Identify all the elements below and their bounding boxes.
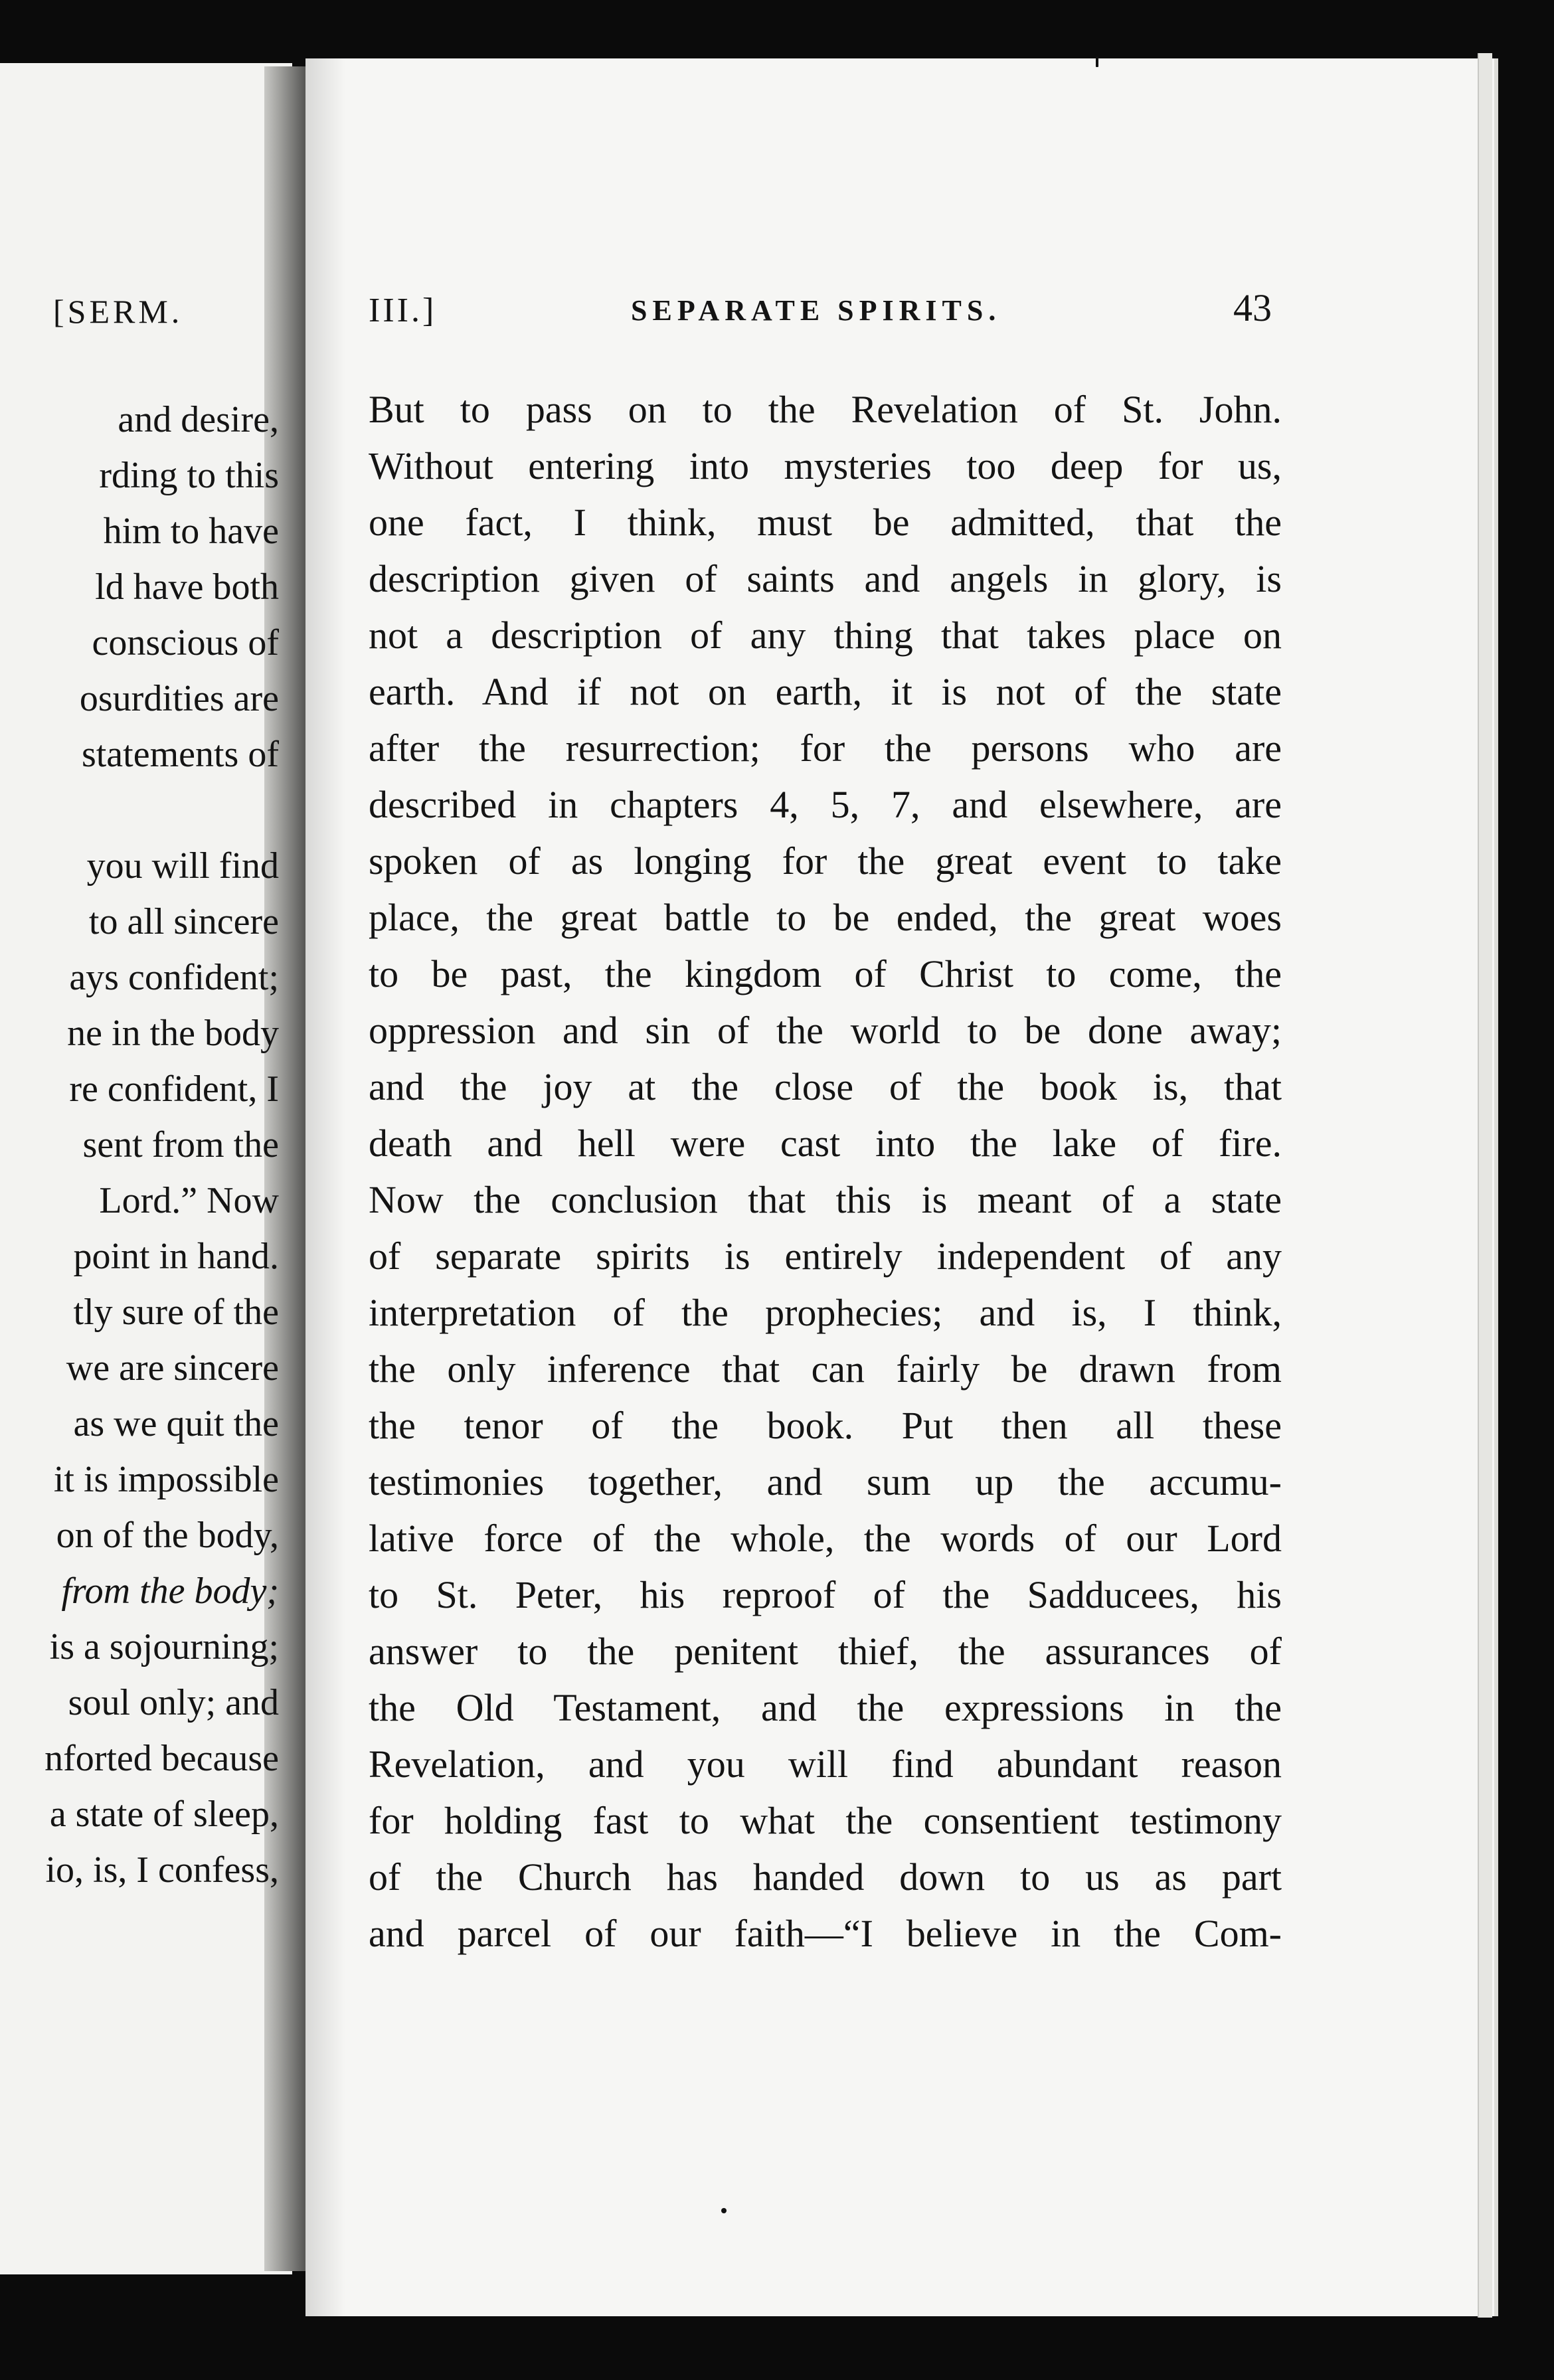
left-line: nforted because xyxy=(44,1738,279,1779)
body-text xyxy=(369,381,1282,1962)
text-line: for holding fast to what the consentient testimony xyxy=(369,1799,1282,1842)
text-line: the only inference that can fairly be drawn from xyxy=(369,1347,1282,1391)
text-line: testimonies together, and sum up the accumu- xyxy=(369,1460,1282,1503)
page-title: SEPARATE SPIRITS. xyxy=(631,294,1001,327)
text-line: Revelation, and you will find abundant reason xyxy=(369,1742,1282,1786)
left-line: and desire, xyxy=(118,399,279,440)
left-line: io, is, I confess, xyxy=(45,1849,279,1891)
left-line: it is impossible xyxy=(53,1459,279,1500)
page-edge xyxy=(1478,53,1492,2318)
text-line: one fact, I think, must be admitted, that the xyxy=(369,501,1282,544)
text-line: to be past, the kingdom of Christ to come, the xyxy=(369,952,1282,995)
text-line: described in chapters 4, 5, 7, and elsewhere, are xyxy=(369,783,1282,826)
left-line: re confident, I xyxy=(69,1068,279,1110)
running-head xyxy=(369,286,1272,339)
left-line xyxy=(44,782,279,838)
left-line: Lord.” Now xyxy=(99,1180,279,1221)
text-line: interpretation of the prophecies; and is, I think, xyxy=(369,1291,1282,1334)
left-line: a state of sleep, xyxy=(49,1794,279,1835)
left-line: we are sincere xyxy=(66,1347,279,1389)
left-page-text xyxy=(44,392,279,1898)
text-line: spoken of as longing for the great event to take xyxy=(369,839,1282,883)
left-line: is a sojourning; xyxy=(49,1626,279,1667)
text-line: oppression and sin of the world to be done away; xyxy=(369,1009,1282,1052)
gutter-shadow xyxy=(305,58,345,2316)
left-line: point in hand. xyxy=(73,1236,279,1277)
text-line: after the resurrection; for the persons who are xyxy=(369,726,1282,770)
left-line: sent from the xyxy=(82,1124,279,1165)
left-line: ne in the body xyxy=(67,1013,279,1054)
left-line: rding to this xyxy=(99,455,279,496)
left-line: on of the body, xyxy=(56,1515,279,1556)
text-line: Without entering into mysteries too deep for us, xyxy=(369,444,1282,487)
text-line: lative force of the whole, the words of our Lord xyxy=(369,1517,1282,1560)
text-line: the tenor of the book. Put then all these xyxy=(369,1404,1282,1447)
left-line: soul only; and xyxy=(68,1682,279,1723)
text-line: Now the conclusion that this is meant of a state xyxy=(369,1178,1282,1221)
section-mark: III.] xyxy=(369,292,437,329)
text-line: and the joy at the close of the book is, that xyxy=(369,1065,1282,1108)
text-line: But to pass on to the Revelation of St. John. xyxy=(369,388,1282,431)
text-line: place, the great battle to be ended, the great woes xyxy=(369,896,1282,939)
text-line: the Old Testament, and the expressions in the xyxy=(369,1686,1282,1729)
text-line: of separate spirits is entirely independent of any xyxy=(369,1234,1282,1278)
text-line: death and hell were cast into the lake of fire. xyxy=(369,1122,1282,1165)
left-line: tly sure of the xyxy=(73,1292,279,1333)
left-line: ays confident; xyxy=(69,957,279,998)
text-line: answer to the penitent thief, the assurances of xyxy=(369,1630,1282,1673)
text-line: and parcel of our faith—“I believe in the Com- xyxy=(369,1912,1282,1955)
text-line: not a description of any thing that takes place on xyxy=(369,614,1282,657)
scan-speck xyxy=(1096,56,1098,67)
text-line: description given of saints and angels in glory, is xyxy=(369,557,1282,600)
left-running-head: [SERM. xyxy=(53,293,183,330)
text-line: to St. Peter, his reproof of the Sadducees, his xyxy=(369,1573,1282,1616)
left-line: you will find xyxy=(86,845,279,887)
left-line: him to have xyxy=(103,511,279,552)
left-line: osurdities are xyxy=(79,678,279,719)
left-line: as we quit the xyxy=(73,1403,279,1444)
left-line: to all sincere xyxy=(88,901,279,942)
left-line: ld have both xyxy=(95,566,279,608)
scan-speck xyxy=(721,2208,727,2213)
page-number: 43 xyxy=(1233,286,1272,329)
text-line: earth. And if not on earth, it is not of the state xyxy=(369,670,1282,713)
left-line: from the body; xyxy=(61,1571,279,1612)
left-line: conscious of xyxy=(92,622,279,663)
left-line: statements of xyxy=(81,734,279,775)
text-line: of the Church has handed down to us as part xyxy=(369,1855,1282,1899)
